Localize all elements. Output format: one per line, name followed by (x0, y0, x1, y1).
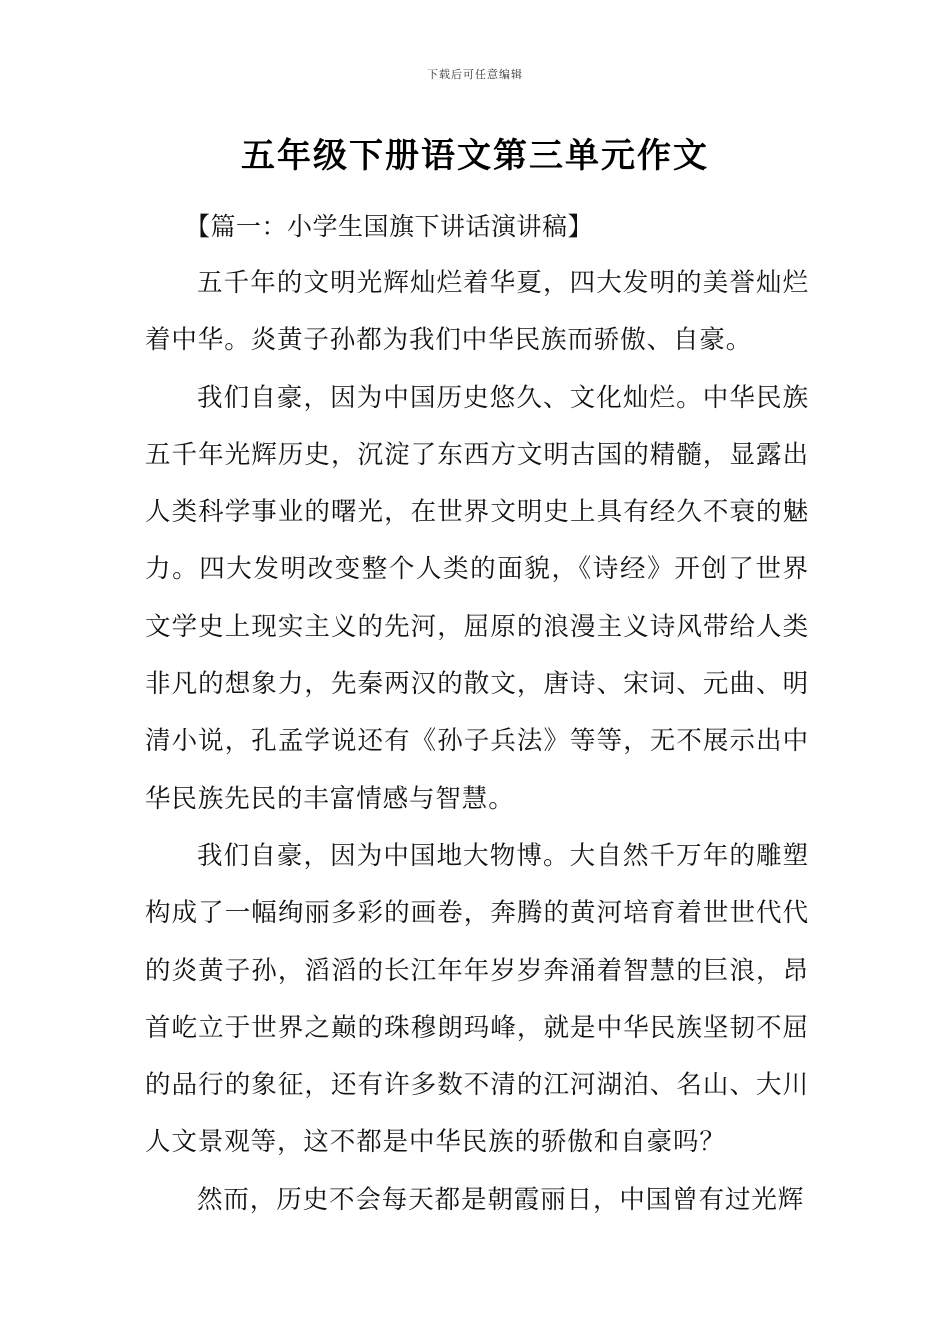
page-header-note: 下载后可任意编辑 (427, 68, 523, 81)
document-title: 五年级下册语文第三单元作文 (241, 136, 709, 176)
paragraph-3: 我们自豪，因为中国地大物博。大自然千万年的雕塑构成了一幅绚丽多彩的画卷，奔腾的黄河培育着世世代代的炎黄子孙，滔滔的长江年年岁岁奔涌着智慧的巨浪，昂首屹立于世界之巅的珠穆朗玛峰，就是中华民族坚韧不屈的品行的象征，还有许多数不清的江河湖泊、名山、大川人文景观等，这不都是中华民族的骄傲和自豪吗？ (145, 840, 809, 1158)
section-heading: 【篇一：小学生国旗下讲话演讲稿】 (185, 212, 594, 241)
paragraph-1: 五千年的文明光辉灿烂着华夏，四大发明的美誉灿烂着中华。炎黄子孙都为我们中华民族而骄傲、自豪。 (145, 268, 809, 356)
paragraph-4: 然而，历史不会每天都是朝霞丽日，中国曾有过光辉 (197, 1184, 805, 1215)
paragraph-2: 我们自豪，因为中国历史悠久、文化灿烂。中华民族五千年光辉历史，沉淀了东西方文明古国的精髓，显露出人类科学事业的曙光，在世界文明史上具有经久不衰的魅力。四大发明改变整个人类的面貌，《诗经》开创了世界文学史上现实主义的先河，屈原的浪漫主义诗风带给人类非凡的想象力，先秦两汉的散文，唐诗、宋词、元曲、明清小说，孔孟学说还有《孙子兵法》等等，无不展示出中华民族先民的丰富情感与智慧。 (145, 382, 809, 814)
document-body (145, 198, 809, 1229)
